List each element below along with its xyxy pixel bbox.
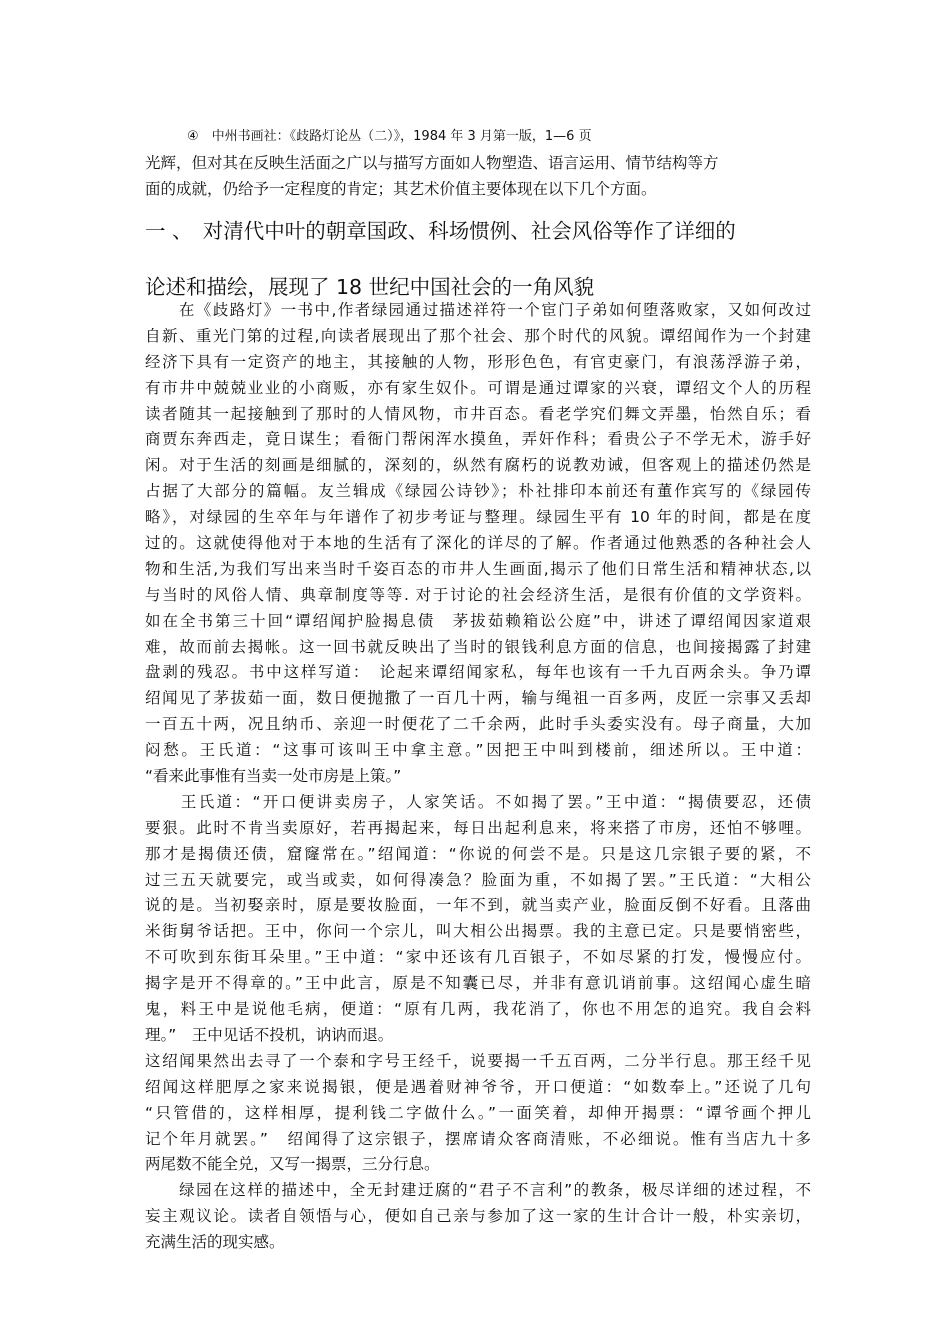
body-line: 记个年月就罢。” 绍闻得了这宗银子，摆席请众客商清账，不必细说。惟有当店九十多 <box>145 1129 811 1148</box>
intro-line: 光辉，但对其在反映生活面之广以与描写方面如人物塑造、语言运用、情节结构等方 <box>145 154 719 172</box>
body-line: 米街舅爷话把。王中，你问一个宗儿，叫大相公出揭票。我的主意已定。只是要悄密些， <box>145 922 811 941</box>
body-line: 有市井中兢兢业业的小商贩，亦有家生奴仆。可谓是通过谭家的兴衰，谭绍文个人的历程 <box>145 378 811 397</box>
body-line: 自新、重光门第的过程,向读者展现出了那个社会、那个时代的风貌。谭绍闻作为一个封建 <box>145 326 811 345</box>
body-line: 说的是。当初娶亲时，原是要妆脸面，一年不到，就当卖产业，脸面反倒不好看。且落曲 <box>145 896 811 915</box>
section-heading-line: 论述和描绘，展现了 18 世纪中国社会的一角风貌 <box>145 275 595 299</box>
body-line: 读者随其一起接触到了那时的人情风物，市井百态。看老学究们舞文弄墨，怡然自乐；看 <box>145 404 811 423</box>
body-line: 过的。这就使得他对于本地的生活有了深化的详尽的了解。作者通过他熟悉的各种社会人 <box>145 534 811 553</box>
body-text <box>145 298 811 1256</box>
body-line: 妄主观议论。读者自领悟与心，便如自己亲与参加了这一家的生计合计一般，朴实亲切， <box>145 1207 811 1226</box>
body-line: 与当时的风俗人情、典章制度等等. 对于讨论的社会经济生活，是很有价值的文学资料。 <box>145 585 811 604</box>
intro-paragraph <box>145 150 825 202</box>
body-line: 充满生活的现实感。 <box>145 1233 285 1252</box>
body-line: 揭字是开不得章的。”王中此言，原是不知囊已尽，并非有意讥诮前事。这绍闻心虚生暗 <box>145 974 811 993</box>
body-line: 盘剥的残忍。书中这样写道： 论起来谭绍闻家私，每年也该有一千九百两余头。争乃谭 <box>145 663 811 682</box>
footnote: ④ 中州书画社：《歧路灯论丛（二）》，1984 年 3 月第一版，1—6 页 <box>187 129 592 144</box>
body-line: 难，故而前去揭帐。这一回书就反映出了当时的银钱利息方面的信息，也间接揭露了封建 <box>145 637 811 656</box>
body-line: 不可吹到东街耳朵里。”王中道：“家中还该有几百银子，不如尽紧的打发，慢慢应付。 <box>145 948 811 967</box>
section-heading-line: 一 、 对清代中叶的朝章国政、科场惯例、社会风俗等作了详细的 <box>145 219 736 243</box>
body-line: 商贾东奔西走，竟日谋生；看衙门帮闲浑水摸鱼，弄奸作科；看贵公子不学无术，游手好 <box>145 430 811 449</box>
body-line: 略》，对绿园的生卒年与年谱作了初步考证与整理。绿园生平有 10 年的时间，都是在度 <box>145 508 811 527</box>
intro-line: 面的成就，仍给予一定程度的肯定；其艺术价值主要体现在以下几个方面。 <box>145 180 657 198</box>
body-line: “只管借的，这样相厚，提利钱二字做什么。”一面笑着，却伸开揭票：“谭爷画个押儿 <box>145 1103 811 1122</box>
body-line: 两尾数不能全兑，又写一揭票，三分行息。 <box>145 1155 440 1174</box>
body-line: 绿园在这样的描述中，全无封建迂腐的“君子不言利”的教条，极尽详细的述过程，不 <box>145 1181 811 1200</box>
body-line: “看来此事惟有当卖一处市房是上策。” <box>145 767 402 786</box>
body-line: 经济下具有一定资产的地主，其接触的人物，形形色色，有官吏豪门，有浪荡浮游子弟， <box>145 352 811 371</box>
body-line: 鬼，料王中是说他毛病，便道：“原有几两，我花消了，你也不用怎的追究。我自会料 <box>145 1000 811 1019</box>
body-line: 占据了大部分的篇幅。友兰辑成《绿园公诗钞》；朴社排印本前还有董作宾写的《绿园传 <box>145 482 811 501</box>
body-line: 绍闻这样肥厚之家来说揭银，便是遇着财神爷爷，开口便道：“如数奉上。”还说了几句 <box>145 1077 811 1096</box>
body-line: 王氏道：“开口便讲卖房子，人家笑话。不如揭了罢。”王中道：“揭债要忍，还债 <box>145 792 811 811</box>
body-line: 一百五十两，况且纳币、亲迎一时便花了二千余两，此时手头委实没有。母子商量，大加 <box>145 715 811 734</box>
body-line: 闲。对于生活的刻画是细腻的，深刻的，纵然有腐朽的说教劝诫，但客观上的描述仍然是 <box>145 456 811 475</box>
body-line: 这绍闻果然出去寻了一个泰和字号王经千，说要揭一千五百两，二分半行息。那王经千见 <box>145 1051 811 1070</box>
body-line: 在《歧路灯》一书中,作者绿园通过描述祥符一个宦门子弟如何堕落败家，又如何改过 <box>145 301 811 319</box>
body-line: 闷愁。王氏道：“这事可该叫王中拿主意。”因把王中叫到楼前，细述所以。王中道： <box>145 741 811 760</box>
body-line: 理。” 王中见话不投机，讷讷而退。 <box>145 1025 394 1044</box>
body-line: 物和生活,为我们写出来当时千姿百态的市井人生画面,揭示了他们日常生活和精神状态,以 <box>145 559 811 578</box>
body-line: 那才是揭债还债，窟窿常在。”绍闻道：“你说的何尝不是。只是这几宗银子要的紧，不 <box>145 844 811 863</box>
body-line: 如在全书第三十回“谭绍闻护脸揭息债 茅拔茹赖箱讼公庭”中，讲述了谭绍闻因家道艰 <box>145 611 811 630</box>
body-line: 要狠。此时不肯当卖原好，若再揭起来，每日出起利息来，将来搭了市房，还怕不够哩。 <box>145 818 811 837</box>
body-line: 过三五天就要完，或当或卖，如何得凑急？脸面为重，不如揭了罢。”王氏道：“大相公 <box>145 870 811 889</box>
body-line: 绍闻见了茅拔茹一面，数日便抛撒了一百几十两，输与绳祖一百多两，皮匠一宗事又丢却 <box>145 689 811 708</box>
